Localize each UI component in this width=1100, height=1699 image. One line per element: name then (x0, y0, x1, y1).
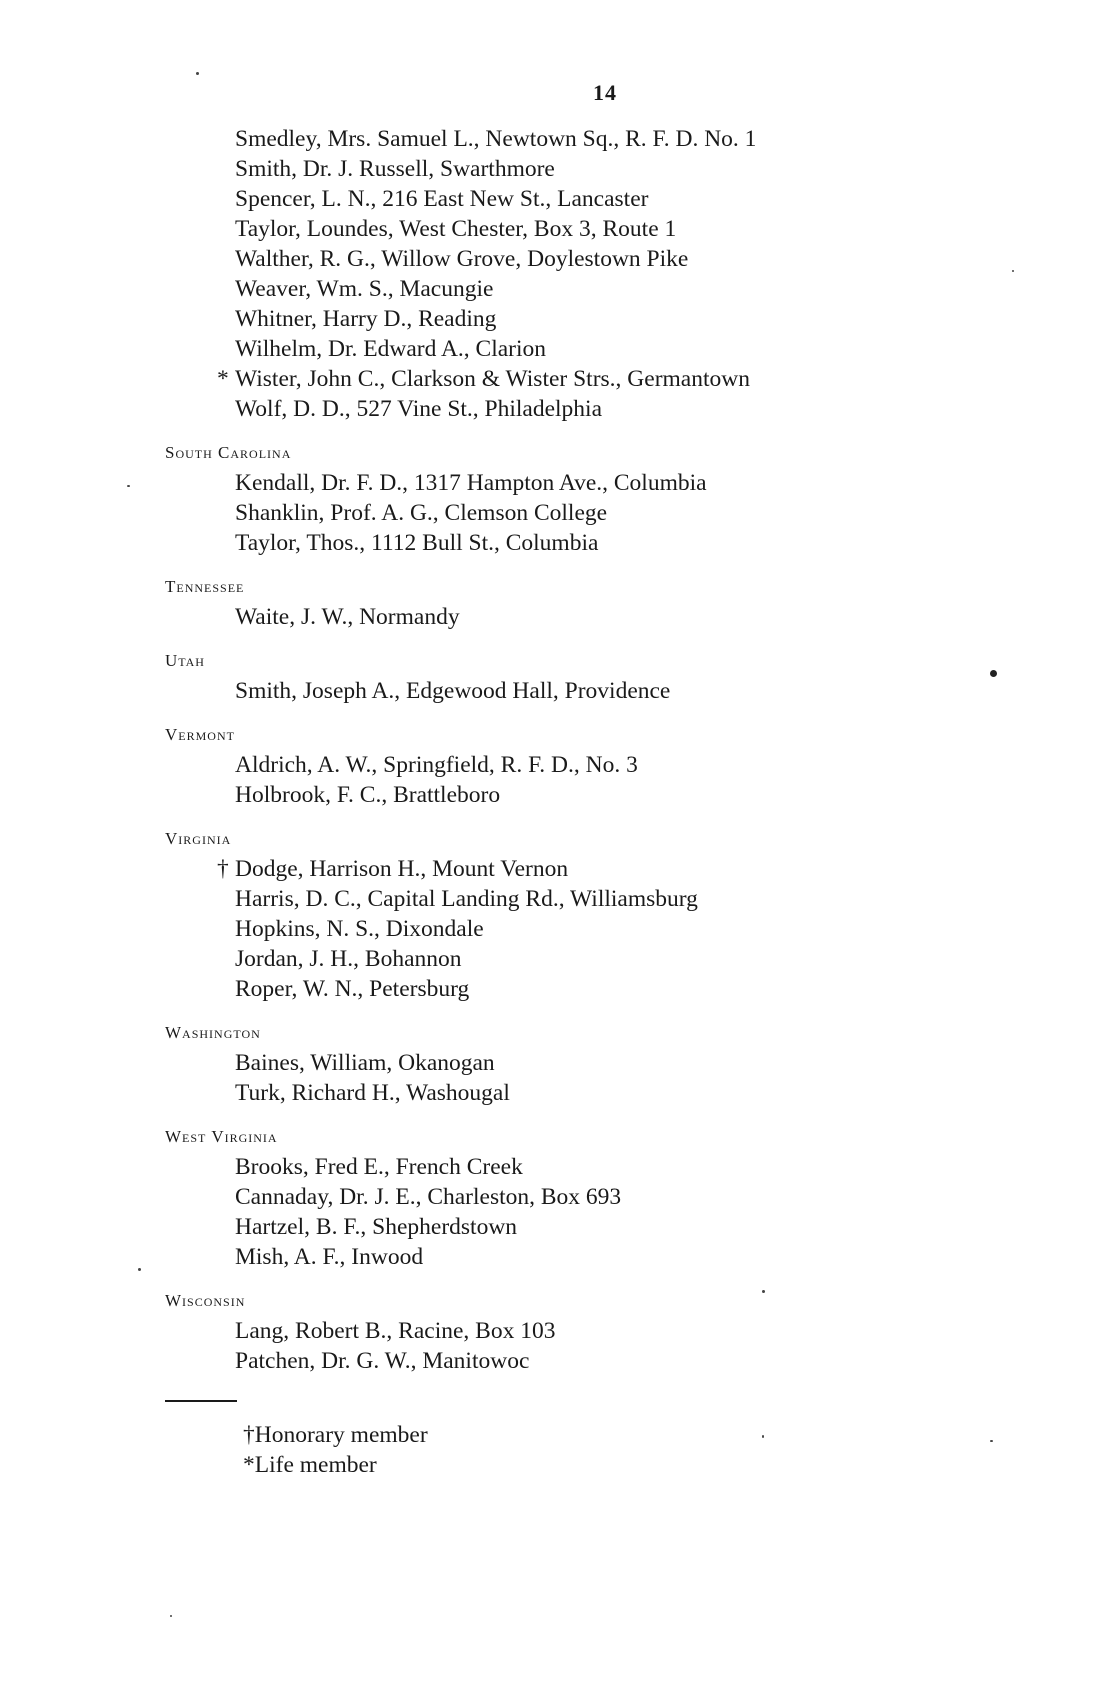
member-entry (165, 1182, 945, 1212)
state-heading: Tennessee (165, 577, 245, 596)
member-entry (165, 124, 945, 154)
member-entry-text: Smith, Dr. J. Russell, Swarthmore (235, 156, 555, 182)
scan-speck (138, 1268, 141, 1271)
member-entry (165, 154, 945, 184)
state-section (165, 442, 945, 558)
state-section (165, 1126, 945, 1272)
footnote: *Life member (243, 1452, 377, 1478)
scan-speck (990, 670, 997, 677)
state-heading: Wisconsin (165, 1291, 246, 1310)
member-entry-text: Patchen, Dr. G. W., Manitowoc (235, 1348, 530, 1374)
state-section (165, 828, 945, 1004)
member-entry (165, 854, 945, 884)
footnote-rule (165, 1400, 237, 1402)
member-entry-text: Whitner, Harry D., Reading (235, 306, 497, 332)
state-sections (165, 442, 945, 1376)
member-entry-text: Cannaday, Dr. J. E., Charleston, Box 693 (235, 1184, 622, 1210)
member-entry (165, 1048, 945, 1078)
footnotes (165, 1420, 945, 1480)
member-entry (165, 334, 945, 364)
honorary-member-mark: † (217, 856, 229, 882)
state-section (165, 724, 945, 810)
member-entry (165, 364, 945, 394)
member-entry-text: Baines, William, Okanogan (235, 1050, 495, 1076)
member-entry (165, 468, 945, 498)
scan-speck (127, 485, 130, 487)
state-section (165, 1022, 945, 1108)
member-entry-text: Mish, A. F., Inwood (235, 1244, 424, 1270)
state-heading: Utah (165, 651, 205, 670)
member-entry-text: Brooks, Fred E., French Creek (235, 1154, 523, 1180)
member-entry-text: Shanklin, Prof. A. G., Clemson College (235, 500, 608, 526)
member-entry (165, 394, 945, 424)
continued-state-list (165, 124, 945, 424)
member-entry-text: Hopkins, N. S., Dixondale (235, 916, 484, 942)
member-entry (165, 1316, 945, 1346)
state-heading: South Carolina (165, 443, 292, 462)
member-entry (165, 1346, 945, 1376)
member-entry (165, 498, 945, 528)
member-entry-text: Turk, Richard H., Washougal (235, 1080, 510, 1106)
member-entry (165, 750, 945, 780)
member-entry-text: Taylor, Loundes, West Chester, Box 3, Route 1 (235, 216, 677, 242)
member-entry (165, 184, 945, 214)
scan-speck (196, 72, 199, 75)
member-entry (165, 528, 945, 558)
scan-speck (1012, 270, 1014, 272)
footnote: †Honorary member (243, 1422, 428, 1448)
member-entry-text: Dodge, Harrison H., Mount Vernon (235, 856, 569, 882)
member-entry-text: Kendall, Dr. F. D., 1317 Hampton Ave., Columbia (235, 470, 707, 496)
scan-speck (762, 1290, 765, 1293)
member-entry-text: Smedley, Mrs. Samuel L., Newtown Sq., R. F. D. No. 1 (235, 126, 757, 152)
member-entry (165, 304, 945, 334)
member-entry (165, 1212, 945, 1242)
scan-speck (990, 1440, 993, 1442)
member-entry (165, 602, 945, 632)
scan-speck (762, 1435, 764, 1438)
member-entry-text: Lang, Robert B., Racine, Box 103 (235, 1318, 556, 1344)
member-entry (165, 914, 945, 944)
member-entry-text: Waite, J. W., Normandy (235, 604, 460, 630)
member-entry (165, 1152, 945, 1182)
state-section (165, 576, 945, 632)
member-entry-text: Harris, D. C., Capital Landing Rd., Williamsburg (235, 886, 698, 912)
member-entry (165, 214, 945, 244)
member-entry-text: Roper, W. N., Petersburg (235, 976, 470, 1002)
member-entry-text: Spencer, L. N., 216 East New St., Lancaster (235, 186, 649, 212)
member-entry-text: Smith, Joseph A., Edgewood Hall, Providence (235, 678, 671, 704)
member-entry-text: Taylor, Thos., 1112 Bull St., Columbia (235, 530, 599, 556)
member-entry-text: Wister, John C., Clarkson & Wister Strs., Germantown (235, 366, 750, 392)
member-entry (165, 944, 945, 974)
state-heading: West Virginia (165, 1127, 278, 1146)
life-member-mark: * (217, 366, 229, 392)
member-entry (165, 1242, 945, 1272)
member-entry (165, 244, 945, 274)
member-entry-text: Holbrook, F. C., Brattleboro (235, 782, 501, 808)
member-entry (165, 1078, 945, 1108)
member-entry (165, 974, 945, 1004)
member-entry (165, 780, 945, 810)
page-number: 14 (593, 80, 617, 105)
member-entry-text: Weaver, Wm. S., Macungie (235, 276, 494, 302)
member-entry (165, 676, 945, 706)
member-entry-text: Aldrich, A. W., Springfield, R. F. D., No. 3 (235, 752, 638, 778)
scan-speck (170, 1615, 172, 1617)
member-entry-text: Hartzel, B. F., Shepherdstown (235, 1214, 518, 1240)
member-entry (165, 884, 945, 914)
state-section (165, 1290, 945, 1376)
member-entry-text: Wolf, D. D., 527 Vine St., Philadelphia (235, 396, 603, 422)
state-heading: Virginia (165, 829, 232, 848)
member-entry-text: Jordan, J. H., Bohannon (235, 946, 462, 972)
member-entry-text: Walther, R. G., Willow Grove, Doylestown Pike (235, 246, 689, 272)
state-heading: Washington (165, 1023, 261, 1042)
member-entry-text: Wilhelm, Dr. Edward A., Clarion (235, 336, 547, 362)
state-heading: Vermont (165, 725, 235, 744)
member-directory (165, 124, 945, 1480)
member-entry (165, 274, 945, 304)
state-section (165, 650, 945, 706)
